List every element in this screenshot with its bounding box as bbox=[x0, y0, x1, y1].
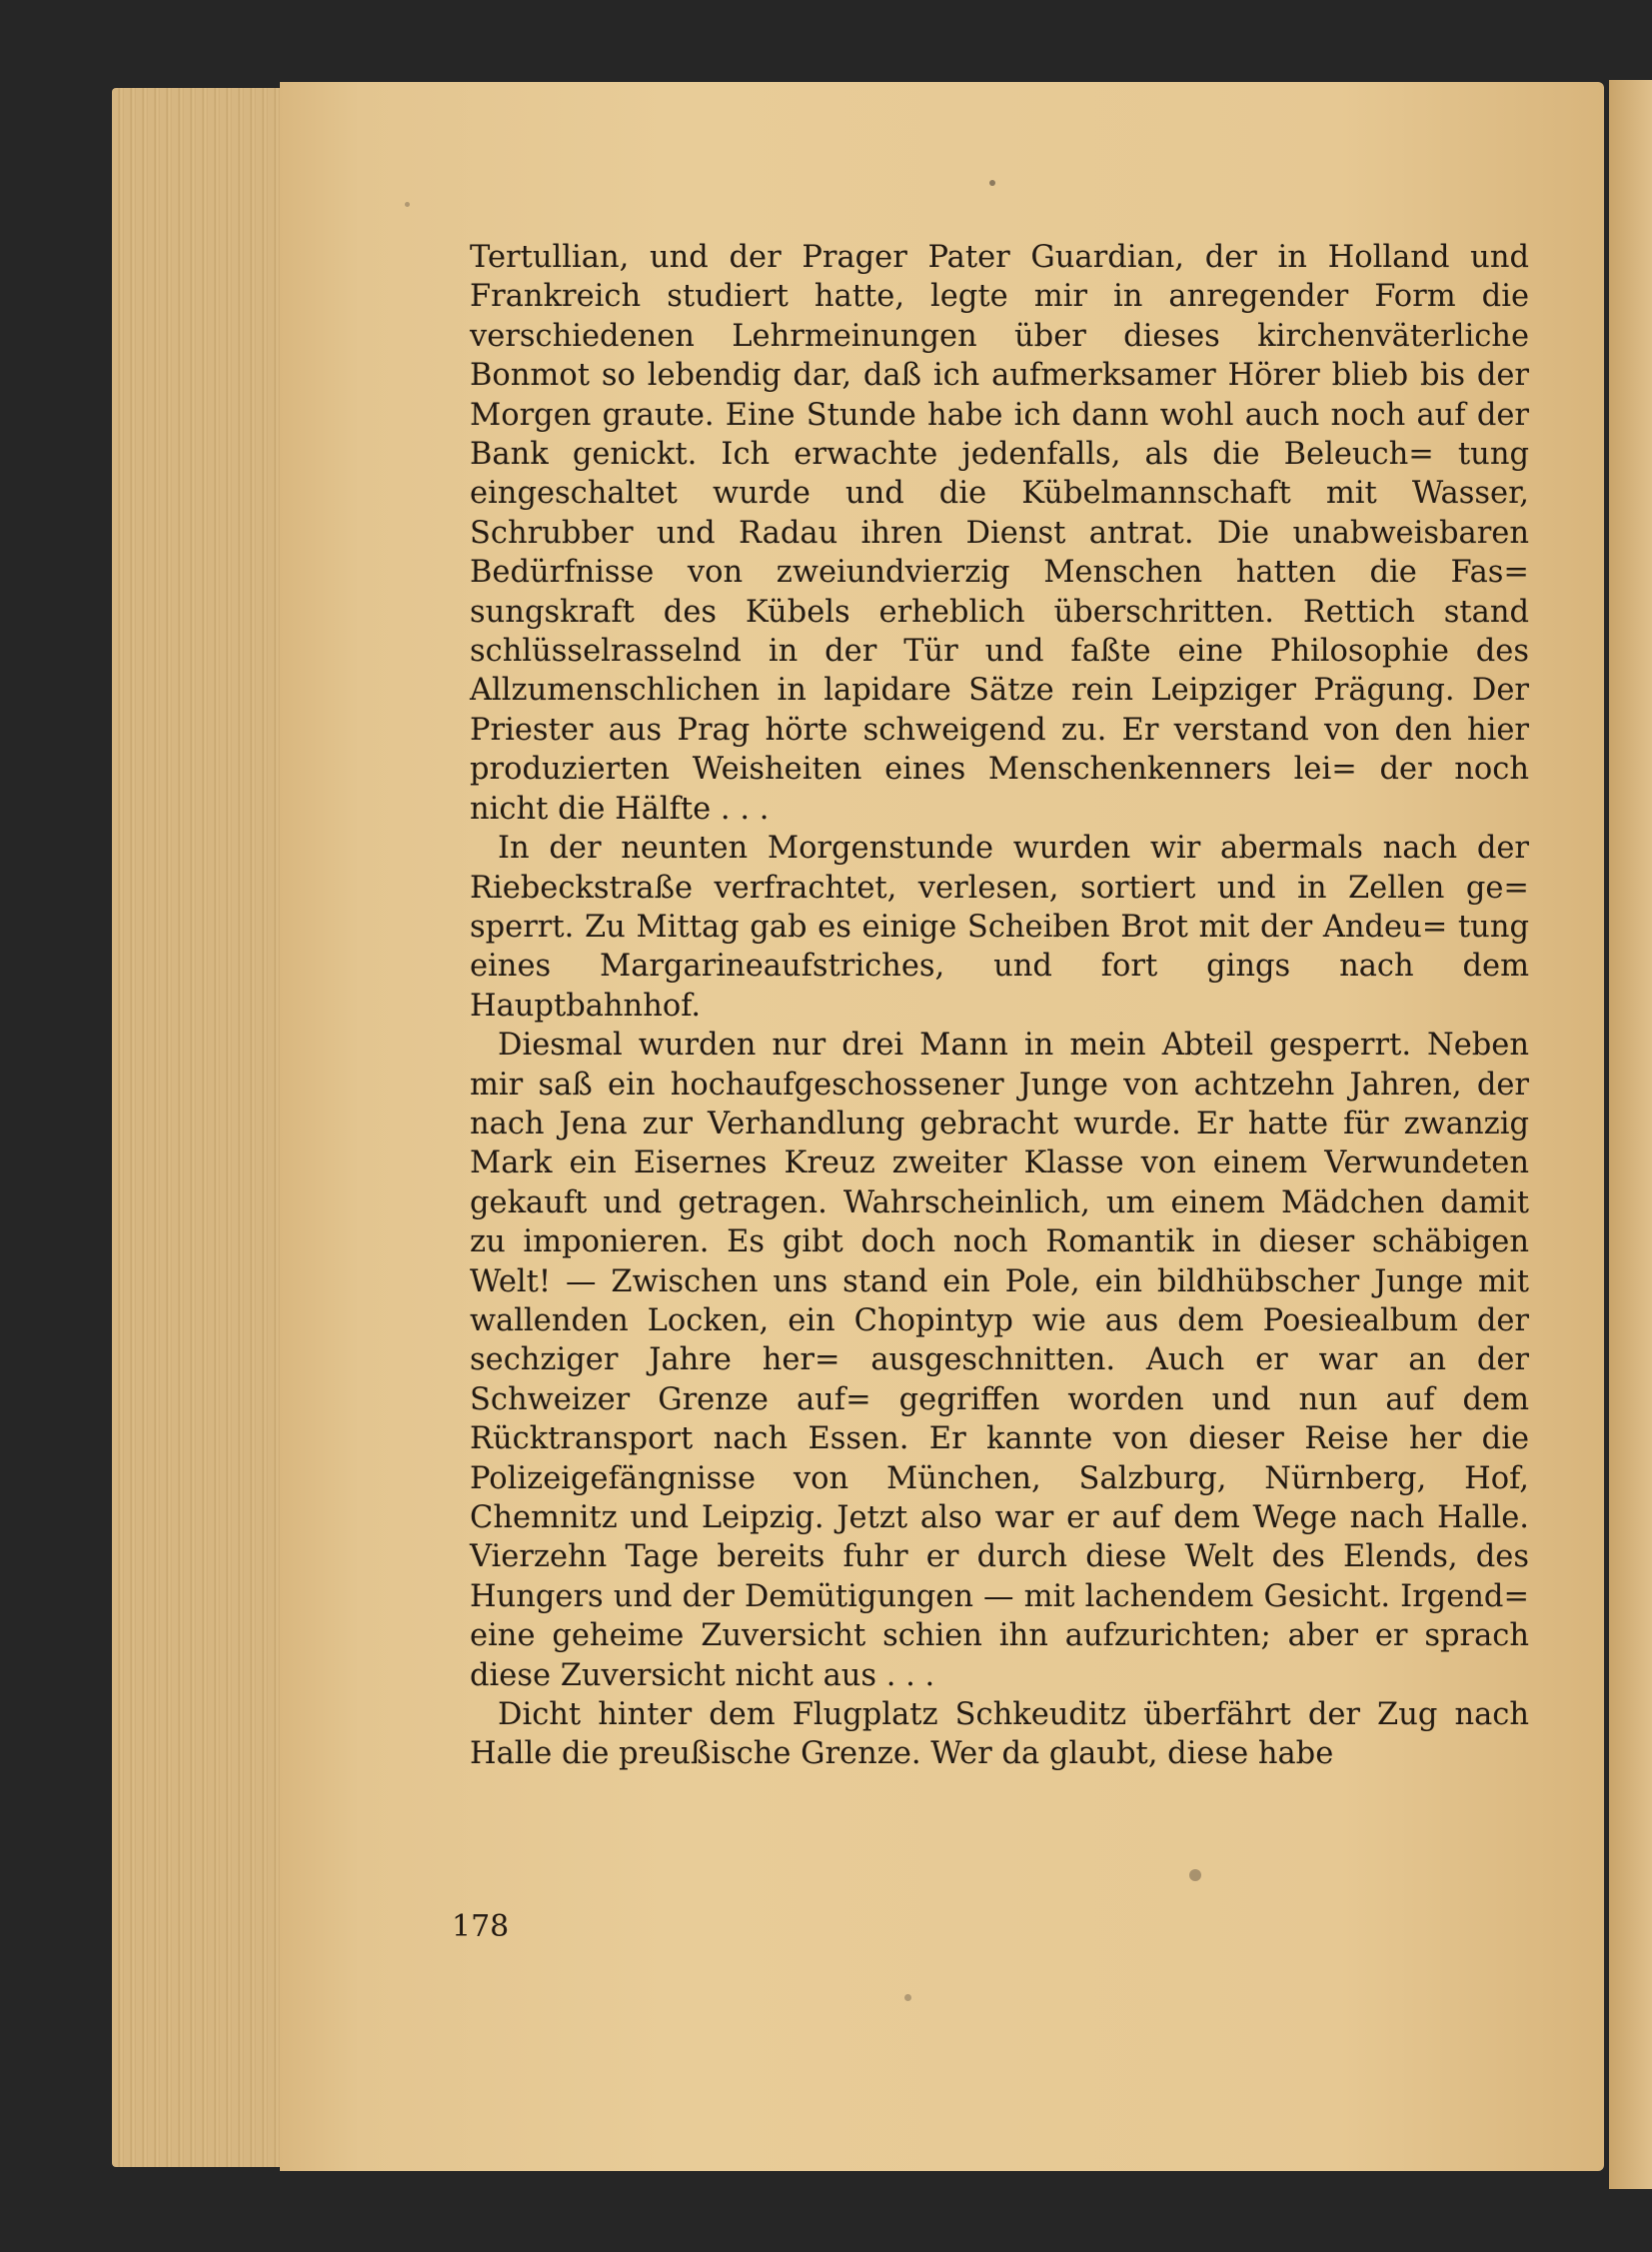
paper-speck bbox=[1189, 1869, 1201, 1881]
page-number: 178 bbox=[452, 1909, 510, 1944]
page-body-text bbox=[470, 238, 1529, 1774]
book-page-edges bbox=[112, 88, 292, 2167]
paragraph-2: In der neunten Morgenstunde wurden wir abermals nach der Riebeckstraße verfrachtet, verlesen, sortiert und in Zellen ge= sperrt. Zu Mittag gab es einige Scheiben Brot mit der Andeu= tung eines Margarineaufstriches, und fort gings nach dem Hauptbahnhof. bbox=[470, 831, 1529, 1024]
paper-speck bbox=[989, 180, 995, 186]
paper-speck bbox=[405, 202, 410, 207]
paragraph-4: Dicht hinter dem Flugplatz Schkeuditz überfährt der Zug nach Halle die preußische Grenze. Wer da glaubt, diese habe bbox=[470, 1697, 1529, 1772]
paper-speck bbox=[904, 1994, 911, 2001]
paragraph-3: Diesmal wurden nur drei Mann in mein Abteil gesperrt. Neben mir saß ein hochaufgeschossener Junge von achtzehn Jahren, der nach Jena zur Verhandlung gebracht wurde. Er hatte für zwanzig Mark ein Eisernes Kreuz zweiter Klasse von einem Verwundeten gekauft und getragen. Wahrscheinlich, um einem Mädchen damit zu imponieren. Es gibt doch noch Romantik in dieser schäbigen Welt! — Zwischen uns stand ein Pole, ein bildhübscher Junge mit wallenden Locken, ein Chopintyp wie aus dem Poesiealbum der sechziger Jahre her= ausgeschnitten. Auch er war an der Schweizer Grenze auf= gegriffen worden und nun auf dem Rücktransport nach Essen. Er kannte von dieser Reise her die Polizeigefängnisse von München, Salzburg, Nürnberg, Hof, Chemnitz und Leipzig. Jetzt also war er auf dem Wege nach Halle. Vierzehn Tage bereits fuhr er durch diese Welt des Elends, des Hungers und der Demütigungen — mit lachendem Gesicht. Irgend= eine geheime Zuversicht schien ihn aufzurichten; aber er sprach diese Zuversicht nicht aus . . . bbox=[470, 1028, 1529, 1693]
facing-page-edge bbox=[1609, 80, 1652, 2189]
paragraph-1: Tertullian, und der Prager Pater Guardian, der in Holland und Frankreich studiert hatte, legte mir in anregender Form die verschiedenen Lehrmeinungen über dieses kirchenväterliche Bonmot so lebendig dar, daß ich aufmerksamer Hörer blieb bis der Morgen graute. Eine Stunde habe ich dann wohl auch noch auf der Bank genickt. Ich erwachte jedenfalls, als die Beleuch= tung eingeschaltet wurde und die Kübelmannschaft mit Wasser, Schrubber und Radau ihren Dienst antrat. Die unabweisbaren Bedürfnisse von zweiundvierzig Menschen hatten die Fas= sungskraft des Kübels erheblich überschritten. Rettich stand schlüsselrasselnd in der Tür und faßte eine Philosophie des Allzumenschlichen in lapidare Sätze rein Leipziger Prägung. Der Priester aus Prag hörte schweigend zu. Er verstand von den hier produzierten Weisheiten eines Menschenkenners lei= der noch nicht die Hälfte . . . bbox=[470, 240, 1529, 827]
